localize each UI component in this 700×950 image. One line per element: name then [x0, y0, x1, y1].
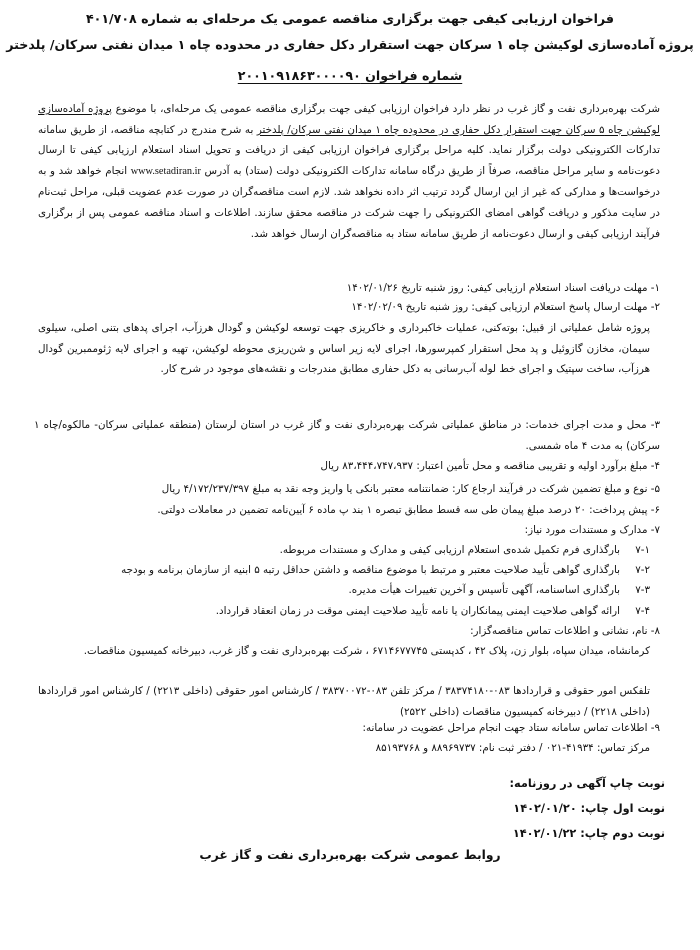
- subitem-number: ۷-۴: [635, 605, 650, 617]
- first-publication-date: نوبت اول چاپ: ۱۴۰۲/۰۱/۲۰: [513, 802, 665, 815]
- intro-text-2: به شرح مندرج در کتابچه مناقصه، از طریق سامانه تدارکات الکترونیکی دولت برگزار نماید. کلیه مراحل برگزاری فراخوان ارزیابی کیفی از دریافت و تحویل اسناد استعلام ارزیابی کیفی تا ارسال دعوت‌نامه و سایر مراحل مناقصه، صرفاً از طریق درگاه سامانه تدارکات الکترونیکی دولت (ستاد) به آدرس: [38, 123, 660, 177]
- item-8-contact-heading: ۸- نام، نشانی و اطلاعات تماس مناقصه‌گزار:: [470, 625, 660, 637]
- subitem-text: بارگذاری اساسنامه، آگهی تأسیس و آخرین تغییرات هیأت مدیره.: [348, 584, 620, 596]
- subitem-7-2: [121, 561, 650, 579]
- project-scope: پروژه شامل عملیاتی از قبیل: بوته‌کنی، عملیات خاکبرداری و خاکریزی جهت توسعه لوکیشن و گودال هرزآب، اجرای پدهای بتنی اصلی، سیلوی سیمان، مخازن گازوئیل و پد محل استقرار کمپرسورها، اجرای لایه زیر اساس و شن‌ریزی محوطه لوکیشن، تهیه و اجرای لایه ژئوممبرین گودال هرزآب، ساخت سپتیک و اجرای خط لوله آب‌رسانی به دکل حفاری مطابق مندرجات و نقشه‌های موجود در شرح کار.: [38, 322, 650, 376]
- subitem-number: ۷-۱: [635, 544, 650, 556]
- project-title: پروژه آماده‌سازی لوکیشن چاه ۱ سرکان جهت استقرار دکل حفاری در محدوده چاه ۱ میدان نفتی سرکان/ پلدختر: [6, 37, 694, 52]
- call-number-line: [0, 68, 700, 83]
- intro-text-1: شرکت بهره‌برداری نفت و گاز غرب در نظر دارد فراخوان ارزیابی کیفی جهت برگزاری مناقصه عمومی یک مرحله‌ای، با موضوع: [111, 103, 660, 115]
- tenderer-phones: تلفکس امور حقوقی و قراردادها ۰۸۳-۳۸۳۷۴۱۸۰ / مرکز تلفن ۰۸۳-۳۸۳۷۰۰۷۲ / کارشناس امور حقوقی (داخلی ۲۲۱۳) / کارشناس امور قراردادها (داخلی ۲۲۱۸) / دبیرخانه کمیسیون مناقصات (داخلی ۲۵۲۲): [38, 685, 650, 718]
- public-relations-signature: روابط عمومی شرکت بهره‌برداری نفت و گاز غرب: [199, 848, 501, 862]
- subitem-number: ۷-۳: [635, 584, 650, 596]
- item-3-location-duration: ۳- محل و مدت اجرای خدمات: در مناطق عملیاتی شرکت بهره‌برداری نفت و گاز غرب در استان لرستان (منطقه عملیاتی سرکان- مالکوه/چاه ۱ سرکان) به مدت ۴ ماه شمسی.: [34, 419, 660, 452]
- intro-paragraph: [38, 99, 660, 244]
- publication-heading: نوبت چاپ آگهی در روزنامه:: [509, 777, 665, 790]
- item-5-guarantee: ۵- نوع و مبلغ تضمین شرکت در فرآیند ارجاع کار: ضمانتنامه معتبر بانکی یا واریز وجه نقد به مبلغ ۴/۱۷۲/۲۳۷/۳۹۷ ریال: [161, 483, 660, 495]
- subitem-number: ۷-۲: [635, 564, 650, 576]
- notice-title: فراخوان ارزیابی کیفی جهت برگزاری مناقصه عمومی یک مرحله‌ای به شماره ۴۰۱/۷۰۸: [86, 11, 614, 26]
- setad-contact-numbers: مرکز تماس: ۴۱۹۳۴-۰۲۱ / دفتر ثبت نام: ۸۸۹۶۹۷۳۷ و ۸۵۱۹۳۷۶۸: [375, 742, 650, 754]
- subitem-text: بارگذاری گواهی تأیید صلاحیت معتبر و مرتبط با موضوع مناقصه و داشتن حداقل رتبه ۵ ابنیه از سازمان برنامه و بودجه: [121, 564, 620, 576]
- subitem-7-3: [348, 581, 650, 599]
- tenderer-address: کرمانشاه، میدان سپاه، بلوار زن، پلاک ۴۲ ، کدپستی ۶۷۱۴۶۷۷۷۴۵ ، شرکت بهره‌برداری نفت و گاز غرب، دبیرخانه کمیسیون مناقصات.: [83, 645, 650, 657]
- subitem-7-1: [280, 541, 650, 559]
- intro-project-underlined: پروژه آماده‌سازی لوکیشن چاه ۵ سرکان جهت استقرار دکل حفاری در محدوده چاه ۱ میدان نفتی سرکان/ پلدختر: [38, 103, 660, 136]
- item-2-response-deadline: ۲- مهلت ارسال پاسخ استعلام ارزیابی کیفی: روز شنبه تاریخ ۱۴۰۲/۰۲/۰۹: [351, 301, 660, 313]
- call-number: شماره فراخوان ۲۰۰۱۰۹۱۸۶۳۰۰۰۰۹۰: [237, 68, 463, 83]
- item-7-documents-heading: ۷- مدارک و مستندات مورد نیاز:: [524, 524, 660, 536]
- item-4-estimate: ۴- مبلغ برآورد اولیه و تقریبی مناقصه و محل تأمین اعتبار: ۸۳،۴۴۴،۷۴۷،۹۳۷ ریال: [320, 460, 660, 472]
- subitem-7-4: [216, 602, 650, 620]
- subitem-text: ارائه گواهی صلاحیت ایمنی پیمانکاران یا نامه تأیید صلاحیت ایمنی موقت در زمان انعقاد قرارداد.: [215, 605, 620, 617]
- setad-website-link[interactable]: www.setadiran.ir: [130, 165, 201, 177]
- intro-text-3: انجام خواهد شد و به درخواست‌ها و مدارکی که غیر از این ارسال گردد ترتیب اثر داده نخواهد شد. لازم است مناقصه‌گران در صورت عدم عضویت قبلی، مراحل ثبت‌نام در سایت مذکور و دریافت گواهی امضای الکترونیکی را جهت شرکت در مناقصه محقق سازند. اطلاعات و اسناد مناقصه عمومی پس از برگزاری فرآیند ارزیابی کیفی و ارسال دعوت‌نامه از طریق سامانه ستاد به مناقصه‌گران ارسال خواهد شد.: [38, 164, 660, 240]
- second-publication-date: نوبت دوم چاپ: ۱۴۰۲/۰۱/۲۲: [512, 827, 665, 840]
- subitem-text: بارگذاری فرم تکمیل شده‌ی استعلام ارزیابی کیفی و مدارک و مستندات مربوطه.: [279, 544, 620, 556]
- item-6-prepayment: ۶- پیش پرداخت: ۲۰ درصد مبلغ پیمان طی سه قسط مطابق تبصره ۱ بند پ ماده ۶ آیین‌نامه تضمین در معاملات دولتی.: [157, 504, 660, 516]
- item-9-setad-contact-heading: ۹- اطلاعات تماس سامانه ستاد جهت انجام مراحل عضویت در سامانه:: [362, 722, 660, 734]
- item-1-document-deadline: ۱- مهلت دریافت اسناد استعلام ارزیابی کیفی: روز شنبه تاریخ ۱۴۰۲/۰۱/۲۶: [346, 282, 660, 294]
